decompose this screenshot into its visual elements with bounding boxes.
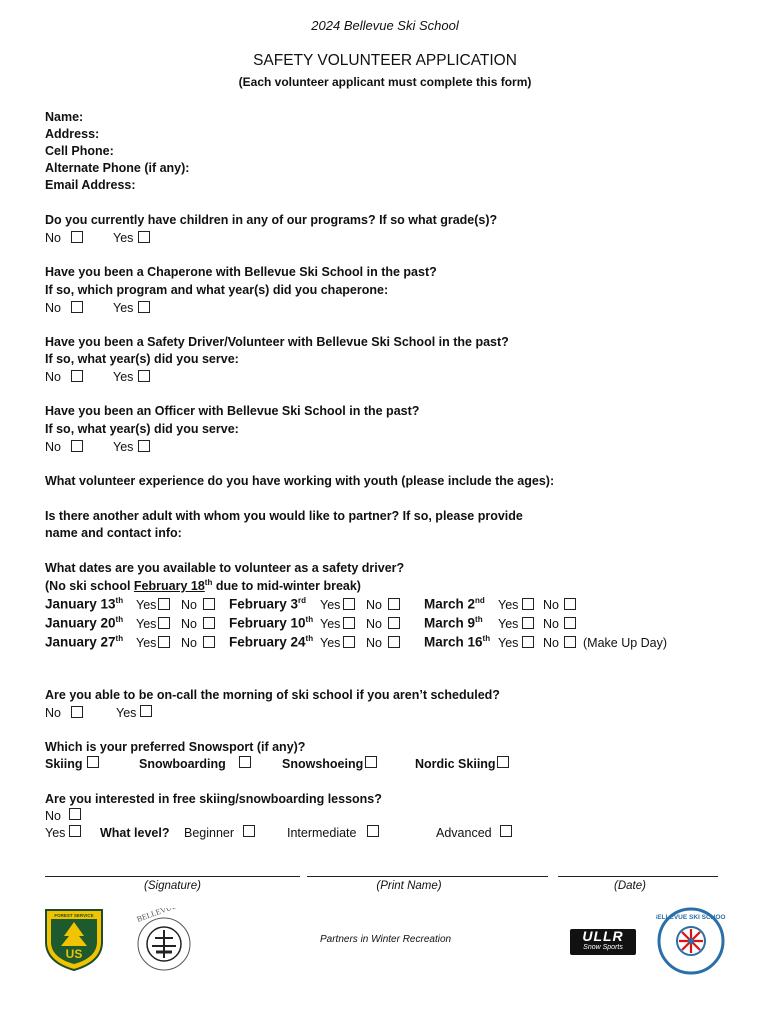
date-label: (Date) — [614, 880, 646, 892]
partner-question: Is there another adult with whom you would like to partner? If so, please provide — [45, 509, 523, 523]
date-yes-checkbox-mar-2[interactable] — [522, 598, 534, 610]
lessons-no-label: No — [45, 809, 61, 823]
officer-no-label: No — [45, 440, 61, 454]
usfs-center-letters: US — [65, 947, 83, 961]
date-no-checkbox-feb-10[interactable] — [388, 617, 400, 629]
driver-no-label: No — [45, 370, 61, 384]
date-no-label-mar-9: No — [543, 617, 559, 631]
date-no-label-mar-16: No — [543, 636, 559, 650]
driver-followup: If so, what year(s) did you serve: — [45, 352, 239, 366]
bellevue-ski-school-logo — [656, 906, 726, 981]
date-line[interactable] — [558, 876, 718, 877]
date-yes-label-mar-16: Yes — [498, 636, 519, 650]
date-yes-label-feb-10: Yes — [320, 617, 341, 631]
snowboarding-checkbox[interactable] — [239, 756, 251, 768]
signature-line[interactable] — [45, 876, 300, 877]
date-yes-label-jan-27: Yes — [136, 636, 157, 650]
date-no-checkbox-jan-20[interactable] — [203, 617, 215, 629]
chaperone-no-label: No — [45, 301, 61, 315]
district-logo-text — [136, 908, 208, 924]
date-no-label-mar-2: No — [543, 598, 559, 612]
date-yes-label-jan-13: Yes — [136, 598, 157, 612]
date-yes-label-mar-2: Yes — [498, 598, 519, 612]
officer-no-checkbox[interactable] — [71, 440, 83, 452]
date-label-jan-27: January 27th — [45, 634, 124, 650]
date-label-feb-24: February 24th — [229, 634, 314, 650]
lessons-yes-label: Yes — [45, 826, 66, 840]
date-yes-label-feb-24: Yes — [320, 636, 341, 650]
chaperone-question: Have you been a Chaperone with Bellevue Ski School in the past? — [45, 265, 437, 279]
ullr-logo — [570, 929, 636, 955]
date-label-mar-16: March 16th — [424, 634, 491, 650]
oncall-yes-checkbox[interactable] — [140, 705, 152, 717]
driver-no-checkbox[interactable] — [71, 370, 83, 382]
chaperone-followup: If so, which program and what year(s) did you chaperone: — [45, 283, 389, 297]
nordic-skiing-label: Nordic Skiing — [415, 757, 496, 771]
snowshoeing-checkbox[interactable] — [365, 756, 377, 768]
skiing-label: Skiing — [45, 757, 83, 771]
date-no-label-feb-3: No — [366, 598, 382, 612]
date-label-mar-9: March 9th — [424, 615, 483, 631]
driver-yes-checkbox[interactable] — [138, 370, 150, 382]
snowshoeing-label: Snowshoeing — [282, 757, 364, 771]
snowboarding-label: Snowboarding — [139, 757, 226, 771]
date-label-feb-10: February 10th — [229, 615, 314, 631]
officer-yes-label: Yes — [113, 440, 134, 454]
usfs-shield-logo — [42, 906, 106, 977]
date-yes-label-feb-3: Yes — [320, 598, 341, 612]
dates-note: (No ski school February 18th due to mid-winter break) — [45, 578, 361, 594]
date-no-label-jan-20: No — [181, 617, 197, 631]
date-yes-checkbox-feb-10[interactable] — [343, 617, 355, 629]
beginner-checkbox[interactable] — [243, 825, 255, 837]
date-yes-checkbox-mar-16[interactable] — [522, 636, 534, 648]
alternate-phone-field-label: Alternate Phone (if any): — [45, 161, 190, 175]
children-question: Do you currently have children in any of our programs? If so what grade(s)? — [45, 213, 498, 227]
date-yes-label-jan-20: Yes — [136, 617, 157, 631]
officer-followup: If so, what year(s) did you serve: — [45, 422, 239, 436]
snowsport-question: Which is your preferred Snowsport (if any)? — [45, 740, 306, 754]
date-no-checkbox-feb-3[interactable] — [388, 598, 400, 610]
skiing-checkbox[interactable] — [87, 756, 99, 768]
date-no-checkbox-mar-9[interactable] — [564, 617, 576, 629]
date-no-checkbox-feb-24[interactable] — [388, 636, 400, 648]
oncall-no-checkbox[interactable] — [71, 706, 83, 718]
chaperone-no-checkbox[interactable] — [71, 301, 83, 313]
experience-question: What volunteer experience do you have working with youth (please include the ages): — [45, 474, 555, 488]
ullr-logo-sub: Snow Sports — [583, 944, 623, 951]
chaperone-yes-label: Yes — [113, 301, 134, 315]
driver-yes-label: Yes — [113, 370, 134, 384]
partner-followup: name and contact info: — [45, 526, 182, 540]
oncall-no-label: No — [45, 706, 61, 720]
children-yes-checkbox[interactable] — [138, 231, 150, 243]
form-title: SAFETY VOLUNTEER APPLICATION — [253, 52, 517, 69]
date-yes-checkbox-jan-27[interactable] — [158, 636, 170, 648]
oncall-question: Are you able to be on-call the morning of ski school if you aren’t scheduled? — [45, 688, 500, 702]
signature-label: (Signature) — [144, 880, 201, 892]
address-field-label: Address: — [45, 127, 100, 141]
intermediate-label: Intermediate — [287, 826, 357, 840]
date-label-jan-13: January 13th — [45, 596, 124, 612]
date-yes-label-mar-9: Yes — [498, 617, 519, 631]
lessons-no-checkbox[interactable] — [69, 808, 81, 820]
date-yes-checkbox-feb-3[interactable] — [343, 598, 355, 610]
date-yes-checkbox-jan-20[interactable] — [158, 617, 170, 629]
children-yes-label: Yes — [113, 231, 134, 245]
oncall-yes-label: Yes — [116, 706, 137, 720]
date-no-label-jan-27: No — [181, 636, 197, 650]
date-no-checkbox-jan-13[interactable] — [203, 598, 215, 610]
bellevue-school-district-logo — [128, 908, 208, 983]
email-field-label: Email Address: — [45, 178, 136, 192]
dates-question: What dates are you available to volunteer as a safety driver? — [45, 561, 405, 575]
date-no-checkbox-mar-16[interactable] — [564, 636, 576, 648]
date-label-feb-3: February 3rd — [229, 596, 307, 612]
school-title: 2024 Bellevue Ski School — [311, 18, 459, 33]
children-no-checkbox[interactable] — [71, 231, 83, 243]
date-no-label-feb-10: No — [366, 617, 382, 631]
lessons-question: Are you interested in free skiing/snowboarding lessons? — [45, 792, 382, 806]
date-label-mar-2: March 2nd — [424, 596, 485, 612]
date-label-jan-20: January 20th — [45, 615, 124, 631]
name-field-label: Name: — [45, 110, 84, 124]
print-name-line[interactable] — [307, 876, 548, 877]
officer-yes-checkbox[interactable] — [138, 440, 150, 452]
usfs-top-text: FOREST SERVICE — [54, 913, 94, 918]
nordic-skiing-checkbox[interactable] — [497, 756, 509, 768]
ski-school-logo-text: BELLEVUE SKI SCHOOL — [656, 914, 726, 921]
partners-text: Partners in Winter Recreation — [320, 934, 452, 945]
form-subtitle: (Each volunteer applicant must complete this form) — [238, 75, 532, 89]
lessons-level-label: What level? — [100, 826, 170, 840]
driver-question: Have you been a Safety Driver/Volunteer with Bellevue Ski School in the past? — [45, 335, 509, 349]
date-yes-checkbox-mar-9[interactable] — [522, 617, 534, 629]
date-no-checkbox-mar-2[interactable] — [564, 598, 576, 610]
date-no-checkbox-jan-27[interactable] — [203, 636, 215, 648]
beginner-label: Beginner — [184, 826, 235, 840]
officer-question: Have you been an Officer with Bellevue Ski School in the past? — [45, 404, 420, 418]
date-yes-checkbox-feb-24[interactable] — [343, 636, 355, 648]
children-no-label: No — [45, 231, 61, 245]
lessons-yes-checkbox[interactable] — [69, 825, 81, 837]
makeup-day-note: (Make Up Day) — [583, 636, 668, 650]
chaperone-yes-checkbox[interactable] — [138, 301, 150, 313]
intermediate-checkbox[interactable] — [367, 825, 379, 837]
date-yes-checkbox-jan-13[interactable] — [158, 598, 170, 610]
advanced-label: Advanced — [436, 826, 492, 840]
ullr-logo-main: ULLR — [582, 928, 624, 944]
cell-phone-field-label: Cell Phone: — [45, 144, 114, 158]
print-name-label: (Print Name) — [376, 880, 442, 892]
advanced-checkbox[interactable] — [500, 825, 512, 837]
date-no-label-feb-24: No — [366, 636, 382, 650]
date-no-label-jan-13: No — [181, 598, 197, 612]
